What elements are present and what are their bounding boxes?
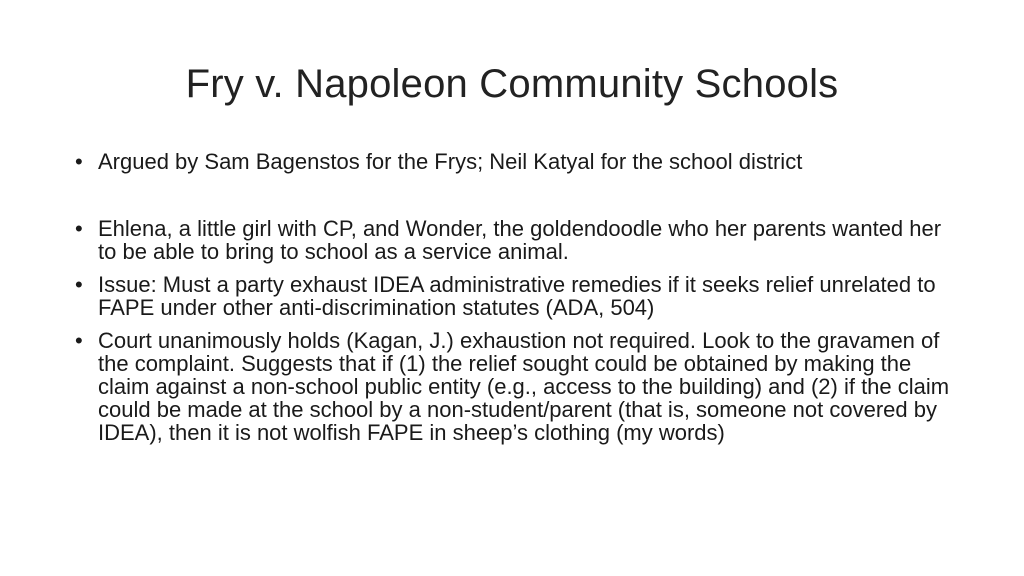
bullet-item-ehlena <box>72 217 962 263</box>
bullet-item-holding <box>72 329 962 444</box>
bullet-text: Court unanimously holds (Kagan, J.) exhaustion not required. Look to the gravamen of the complaint. Suggests that if (1) the relief sought could be obtained by making the claim against a non-school public entity (e.g., access to the building) and (2) if the claim could be made at the school by a non-student/parent (that is, someone not covered by IDEA), then it is not wolfish FAPE in sheep’s clothing (my words) <box>98 328 950 445</box>
bullet-item-argued <box>72 150 962 173</box>
bullet-dot-icon: • <box>75 328 83 353</box>
bullet-text: Ehlena, a little girl with CP, and Wonder, the goldendoodle who her parents wanted her to be able to bring to school as a service animal. <box>98 216 942 264</box>
bullet-list <box>72 150 962 444</box>
bullet-item-issue <box>72 273 962 319</box>
bullet-text: Argued by Sam Bagenstos for the Frys; Neil Katyal for the school district <box>98 149 803 174</box>
bullet-dot-icon: • <box>75 272 83 297</box>
bullet-dot-icon: • <box>75 149 83 174</box>
bullet-text: Issue: Must a party exhaust IDEA administrative remedies if it seeks relief unrelated to FAPE under other anti-discrimination statutes (ADA, 504) <box>98 272 936 320</box>
bullet-dot-icon: • <box>75 216 83 241</box>
slide-title: Fry v. Napoleon Community Schools <box>185 62 839 106</box>
